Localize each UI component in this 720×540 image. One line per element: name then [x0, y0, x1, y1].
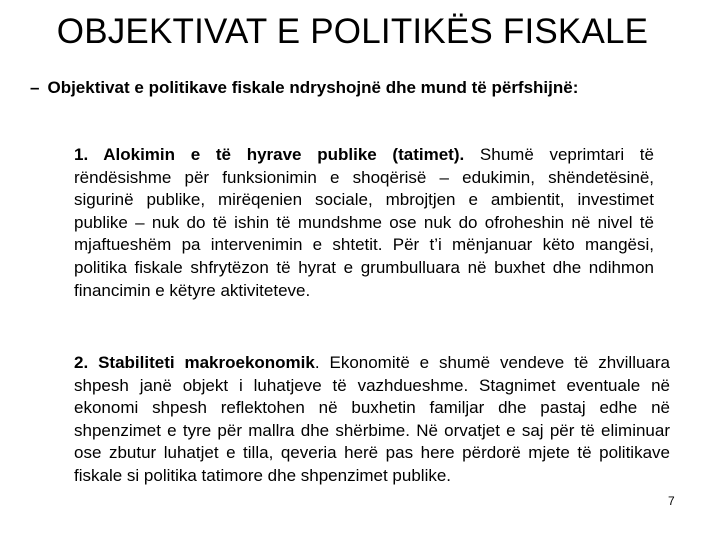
point-1-heading: 1. Alokimin e të hyrave publike (tatimet). — [74, 145, 465, 164]
intro-bullet — [30, 76, 700, 100]
page-number: 7 — [668, 494, 675, 508]
slide-title: OBJEKTIVAT E POLITIKËS FISKALE — [56, 12, 649, 51]
point-1-paragraph — [74, 144, 654, 302]
intro-text: Objektivat e politikave fiskale ndryshojnë dhe mund të përfshijnë: — [47, 78, 579, 97]
point-2-body: . Ekonomitë e shumë vendeve të zhvilluara shpesh janë objekt i luhatjeve të vazhdueshme. Stagnimet eventuale në ekonomi shpesh reflektohen në buxhetin familjar dhe pastaj edhe në shpenzimet e tyre për mallra dhe shërbime. Në orvatjet e saj për të eliminuar ose zbutur luhatjet e tilla, qeveria herë pas here përdorë mjete të politikave fiskale si politika tatimore dhe shpenzimet publike. — [74, 353, 670, 485]
point-1-body: Shumë veprimtari të rëndësishme për funksionimin e shoqërisë – edukimin, shëndetësinë, sigurinë publike, mirëqenien sociale, mbrojtjen e ambientit, investimet publike – nuk do të ishin të mundshme ose nuk do ofroheshin në nivel të mjaftueshëm pa intervenimin e shtetit. Për t’i mënjanuar këto mangësi, politika fiskale shfrytëzon të hyrat e grumbulluara në buxhet dhe ndihmon financimin e këtyre aktiviteteve. — [74, 145, 654, 300]
point-2-heading: 2. Stabiliteti makroekonomik — [74, 353, 315, 372]
bullet-dash: – — [30, 78, 40, 97]
point-2-paragraph — [74, 352, 670, 488]
